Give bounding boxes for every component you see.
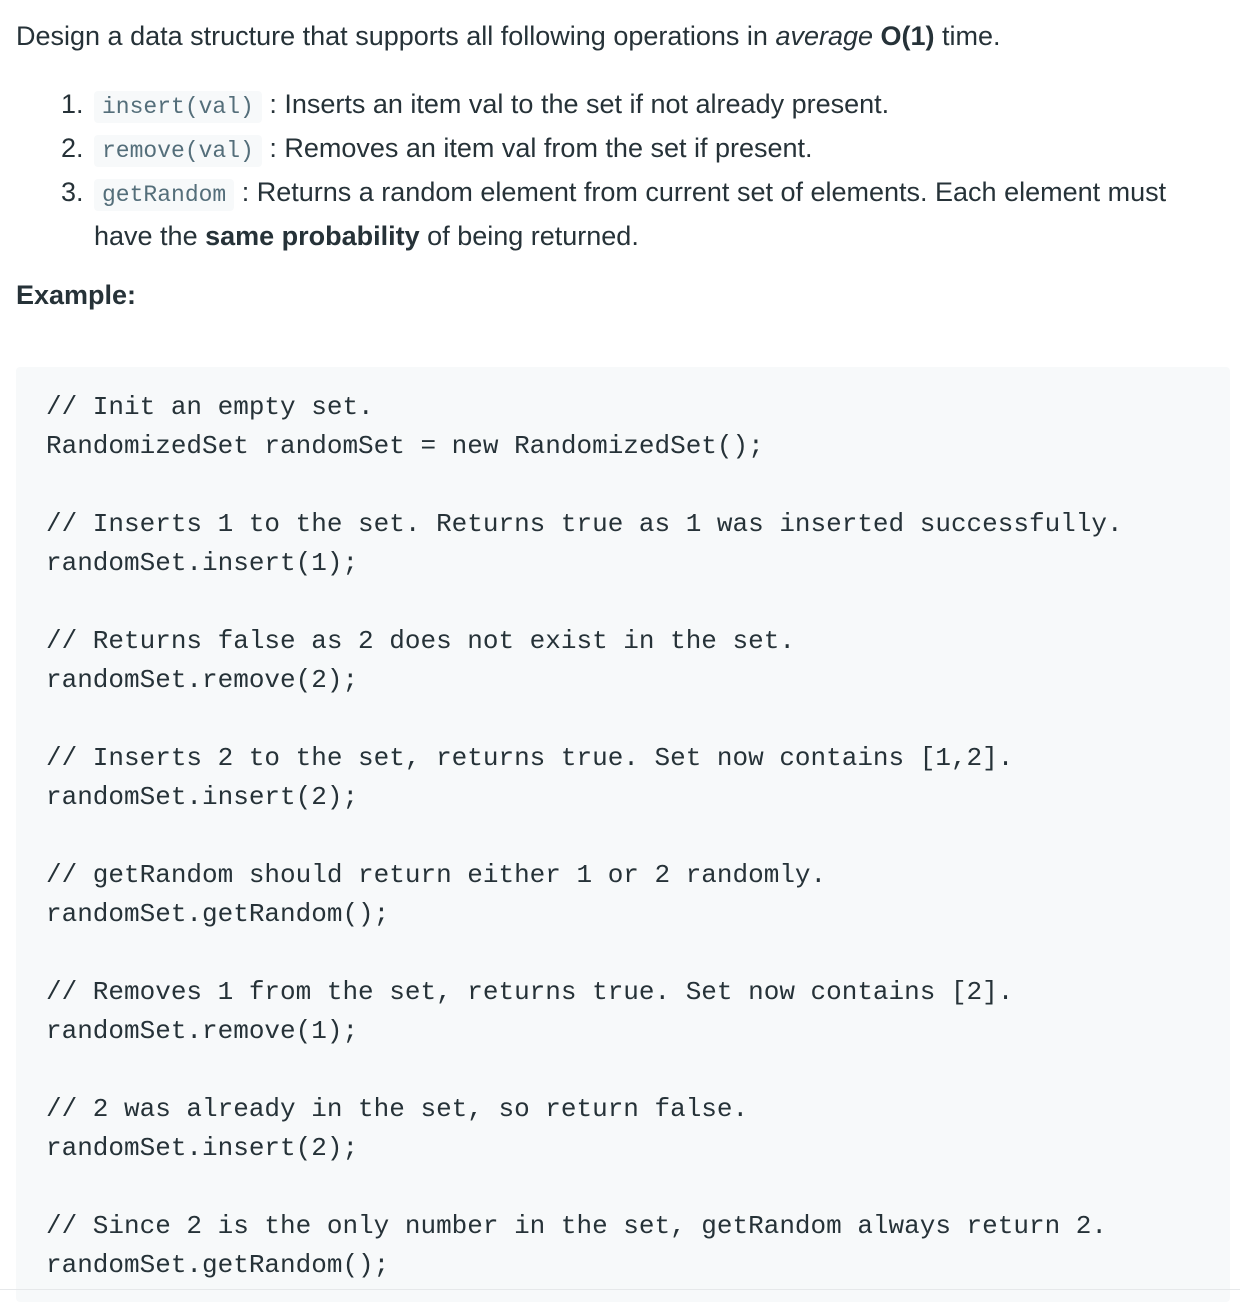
operation-text-getrandom: : Returns a random element from current set of elements. Each element must have the xyxy=(94,177,1167,251)
code-comment-line: // Init an empty set. xyxy=(46,392,374,422)
operation-bold-phrase: same probability xyxy=(205,221,420,251)
intro-prefix: Design a data structure that supports all following operations in xyxy=(16,21,776,51)
problem-intro xyxy=(16,17,1001,55)
intro-suffix: time. xyxy=(934,21,1001,51)
code-comment-line: // Removes 1 from the set, returns true. Set now contains [2]. xyxy=(46,977,1014,1007)
code-statement-line: randomSet.insert(2); xyxy=(46,782,359,812)
code-blank-line xyxy=(46,934,1230,973)
operations-list xyxy=(16,84,1230,257)
example-heading: Example: xyxy=(16,280,137,310)
code-statement-line: RandomizedSet randomSet = new RandomizedSet(); xyxy=(46,431,764,461)
code-statement-line: randomSet.insert(1); xyxy=(46,548,359,578)
code-comment-line: // 2 was already in the set, so return false. xyxy=(46,1094,749,1124)
code-comment-line: // getRandom should return either 1 or 2 randomly. xyxy=(46,860,827,890)
code-blank-line xyxy=(46,817,1230,856)
operation-number: 1. xyxy=(61,89,84,119)
operation-item-insert xyxy=(16,84,1230,128)
code-comment-line: // Returns false as 2 does not exist in the set. xyxy=(46,626,795,656)
code-blank-line xyxy=(46,700,1230,739)
code-statement-line: randomSet.getRandom(); xyxy=(46,899,390,929)
operation-code-remove: remove(val) xyxy=(94,135,262,167)
bottom-divider xyxy=(0,1289,1240,1290)
intro-complexity: O(1) xyxy=(880,21,935,51)
operation-item-getrandom xyxy=(16,172,1230,257)
operation-item-remove xyxy=(16,128,1230,172)
example-code-block xyxy=(16,367,1230,1302)
code-statement-line: randomSet.insert(2); xyxy=(46,1133,359,1163)
code-comment-line: // Inserts 2 to the set, returns true. Set now contains [1,2]. xyxy=(46,743,1014,773)
operation-code-getrandom: getRandom xyxy=(94,179,234,211)
operation-text-remove: : Removes an item val from the set if present. xyxy=(261,133,813,163)
code-blank-line xyxy=(46,466,1230,505)
intro-emphasis: average xyxy=(775,21,874,51)
operation-code-insert: insert(val) xyxy=(94,91,262,123)
code-statement-line: randomSet.getRandom(); xyxy=(46,1250,390,1280)
code-statement-line: randomSet.remove(2); xyxy=(46,665,359,695)
intro-space xyxy=(873,21,881,51)
code-blank-line xyxy=(46,583,1230,622)
code-comment-line: // Since 2 is the only number in the set, getRandom always return 2. xyxy=(46,1211,1107,1241)
operation-text-getrandom-end: of being returned. xyxy=(419,221,639,251)
operation-number: 3. xyxy=(61,177,84,207)
operation-number: 2. xyxy=(61,133,84,163)
code-blank-line xyxy=(46,1051,1230,1090)
code-statement-line: randomSet.remove(1); xyxy=(46,1016,359,1046)
code-comment-line: // Inserts 1 to the set. Returns true as 1 was inserted successfully. xyxy=(46,509,1123,539)
operation-text-insert: : Inserts an item val to the set if not already present. xyxy=(261,89,890,119)
code-blank-line xyxy=(46,1168,1230,1207)
